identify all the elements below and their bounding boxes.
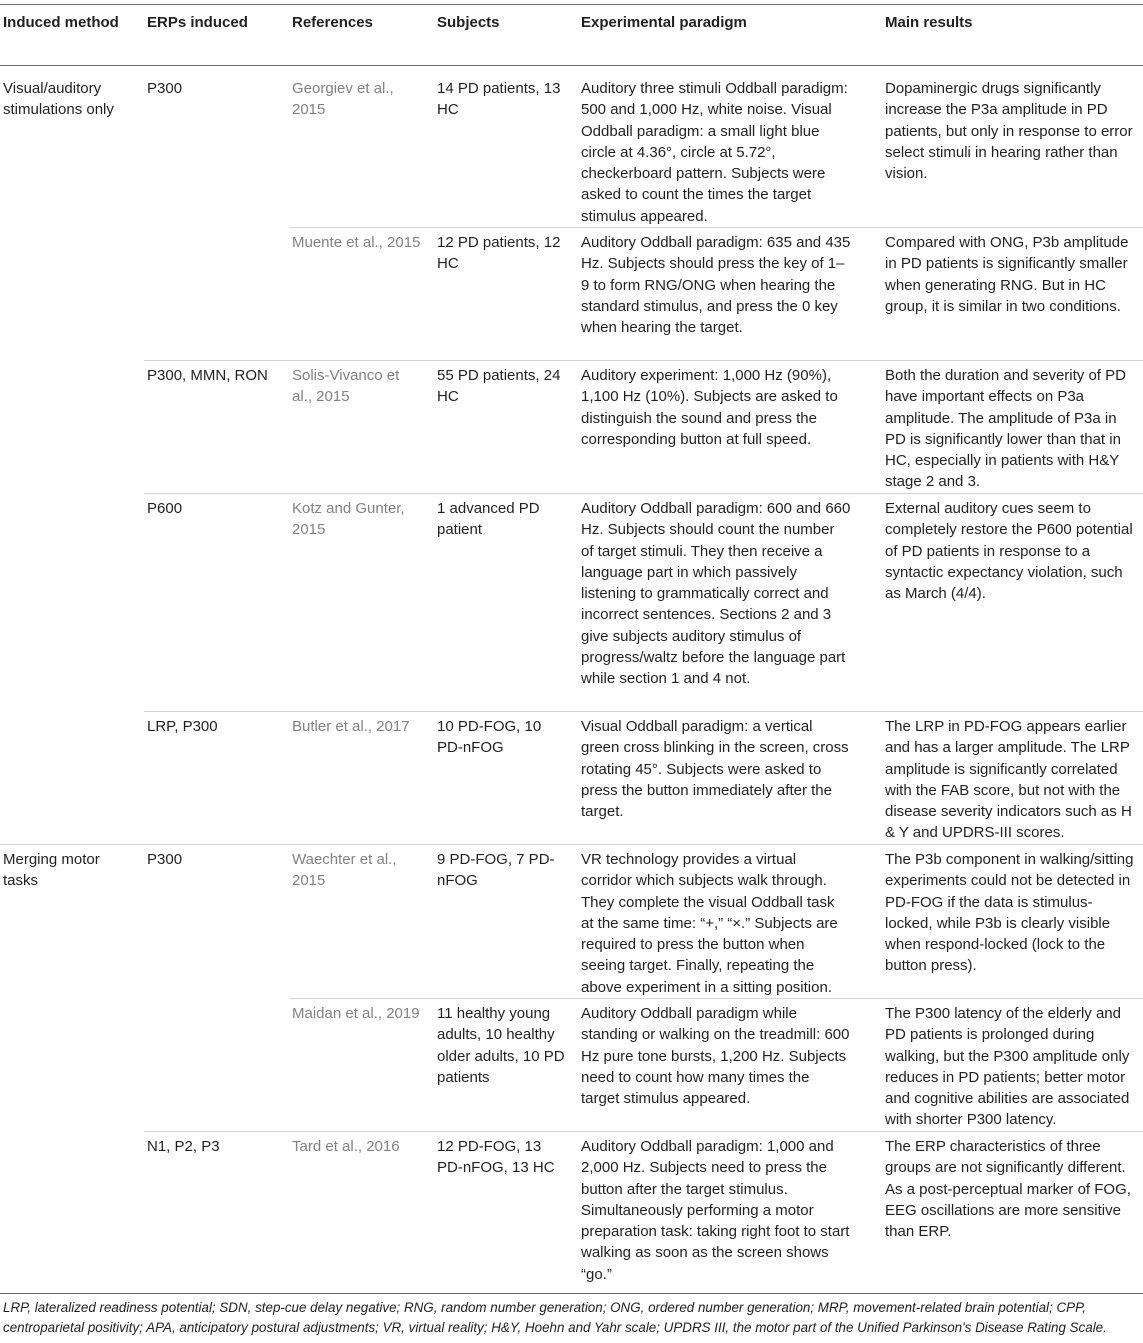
cell-paradigm: VR technology provides a virtual corridor which subjects walk through. They complete the visual Oddball task at the same time: “+,” “×.” Subjects are required to press the button when seeing target. Finally, repeating the above experiment in a sitting position. xyxy=(581,851,838,996)
cell-subjects: 12 PD patients, 12 HC xyxy=(437,234,561,273)
header-experimental-paradigm: Experimental paradigm xyxy=(581,14,747,31)
table-footnote: LRP, lateralized readiness potential; SDN, step-cue delay negative; RNG, random number generation; ONG, ordered number generation; MRP, movement-related brain potential; CPP, centroparietal positivity; APA, anticipatory postural adjustments; VR, virtual reality; H&Y, Hoehn and Yahr scale; UPDRS III, the motor part of the Unified Parkinson's Disease Rating Scale. xyxy=(3,1300,1107,1335)
cell-paradigm: Auditory Oddball paradigm: 1,000 and 2,000 Hz. Subjects need to press the button after the target stimulus. Simultaneously performing a motor preparation task: taking right foot to start walking as soon as the screen shows “go.” xyxy=(581,1138,850,1283)
cell-reference: Kotz and Gunter, 2015 xyxy=(292,500,405,539)
cell-paradigm: Auditory Oddball paradigm: 635 and 435 Hz. Subjects should press the key of 1–9 to form RNG/ONG when hearing the standard stimulus, and press the 0 key when hearing the target. xyxy=(581,234,851,337)
cell-subjects: 9 PD-FOG, 7 PD-nFOG xyxy=(437,851,555,890)
row-divider xyxy=(144,1131,1143,1132)
row-divider xyxy=(144,493,1143,494)
cell-erps: P300, MMN, RON xyxy=(147,367,268,384)
row-divider xyxy=(0,844,1143,845)
table-top-rule xyxy=(0,4,1143,5)
header-references: References xyxy=(292,14,373,31)
header-induced-method: Induced method xyxy=(3,14,119,31)
cell-paradigm: Auditory experiment: 1,000 Hz (90%), 1,100 Hz (10%). Subjects are asked to distinguish the sound and press the corresponding button at full speed. xyxy=(581,367,838,448)
cell-paradigm: Auditory Oddball paradigm while standing or walking on the treadmill: 600 Hz pure tone bursts, 1,200 Hz. Subjects need to count how many times the target stimulus appeared. xyxy=(581,1005,850,1108)
header-subjects: Subjects xyxy=(437,14,500,31)
cell-results: Compared with ONG, P3b amplitude in PD patients is significantly smaller when generating RNG. But in HC group, it is similar in two conditions. xyxy=(885,234,1129,315)
cell-reference: Maidan et al., 2019 xyxy=(292,1005,420,1022)
header-main-results: Main results xyxy=(885,14,973,31)
cell-results: Dopaminergic drugs significantly increase the P3a amplitude in PD patients, but only in response to error select stimuli in hearing rather than vision. xyxy=(885,80,1133,183)
cell-results: External auditory cues seem to completely restore the P600 potential of PD patients in response to a syntactic expectancy violation, such as March (4/4). xyxy=(885,500,1133,603)
cell-results: The P3b component in walking/sitting experiments could not be detected in PD-FOG if the data is stimulus-locked, while P3b is clearly visible when respond-locked (lock to the button press). xyxy=(885,851,1134,975)
cell-subjects: 12 PD-FOG, 13 PD-nFOG, 13 HC xyxy=(437,1138,555,1177)
cell-subjects: 55 PD patients, 24 HC xyxy=(437,367,561,406)
cell-reference: Muente et al., 2015 xyxy=(292,234,421,251)
table-header-rule xyxy=(0,65,1143,66)
row-divider xyxy=(144,711,1143,712)
cell-paradigm: Auditory three stimuli Oddball paradigm: 500 and 1,000 Hz, white noise. Visual Oddball paradigm: a small light blue circle at 4.36°, circle at 5.72°, checkerboard pattern. Subjects were asked to count the times the target stimulus appeared. xyxy=(581,80,848,225)
cell-subjects: 11 healthy young adults, 10 healthy older adults, 10 PD patients xyxy=(437,1005,565,1086)
row-divider xyxy=(144,360,1143,361)
cell-subjects: 1 advanced PD patient xyxy=(437,500,540,539)
table-bottom-rule xyxy=(0,1293,1143,1294)
cell-erps: N1, P2, P3 xyxy=(147,1138,220,1155)
cell-subjects: 14 PD patients, 13 HC xyxy=(437,80,561,119)
cell-results: The P300 latency of the elderly and PD patients is prolonged during walking, but the P300 amplitude only reduces in PD patients; better motor and cognitive abilities are associated with shorter P300 latency. xyxy=(885,1005,1130,1129)
cell-reference: Waechter et al., 2015 xyxy=(292,851,397,890)
row-divider xyxy=(289,227,1143,228)
cell-erps: P600 xyxy=(147,500,183,517)
cell-subjects: 10 PD-FOG, 10 PD-nFOG xyxy=(437,718,542,757)
cell-erps: P300 xyxy=(147,80,183,97)
cell-reference: Solis-Vivanco et al., 2015 xyxy=(292,367,400,406)
row-divider xyxy=(289,998,1143,999)
cell-method: Merging motor tasks xyxy=(3,851,100,890)
header-erps-induced: ERPs induced xyxy=(147,14,248,31)
cell-method: Visual/auditory stimulations only xyxy=(3,80,114,119)
cell-erps: P300 xyxy=(147,851,183,868)
cell-paradigm: Visual Oddball paradigm: a vertical green cross blinking in the screen, cross rotating 45°. Subjects were asked to press the button immediately after the target. xyxy=(581,718,849,821)
cell-results: Both the duration and severity of PD have important effects on P3a amplitude. The amplitude of P3a in PD is significantly lower than that in HC, especially in patients with H&Y stage 2 and 3. xyxy=(885,367,1126,491)
cell-reference: Tard et al., 2016 xyxy=(292,1138,400,1155)
cell-paradigm: Auditory Oddball paradigm: 600 and 660 Hz. Subjects should count the number of target stimuli. They then receive a language part in which passively listening to grammatically correct and incorrect sentences. Sections 2 and 3 give subjects auditory stimulus of progress/waltz before the language part while section 1 and 4 not. xyxy=(581,500,851,688)
cell-reference: Butler et al., 2017 xyxy=(292,718,410,735)
cell-erps: LRP, P300 xyxy=(147,718,218,735)
cell-reference: Georgiev et al., 2015 xyxy=(292,80,394,119)
cell-results: The LRP in PD-FOG appears earlier and has a larger amplitude. The LRP amplitude is significantly correlated with the FAB score, but not with the disease severity indicators such as H & Y and UPDRS-III scores. xyxy=(885,718,1132,842)
cell-results: The ERP characteristics of three groups are not significantly different. As a post-perceptual marker of FOG, EEG oscillations are more sensitive than ERP. xyxy=(885,1138,1131,1241)
